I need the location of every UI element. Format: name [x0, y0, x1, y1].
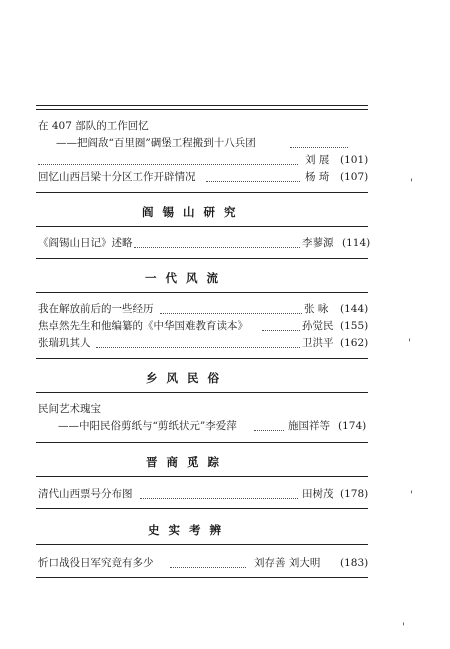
toc-entry-author: 张 咏 [304, 303, 329, 315]
dot-leader [254, 430, 284, 431]
dot-leader [140, 498, 298, 499]
dot-leader [206, 181, 300, 182]
divider [36, 476, 368, 477]
section-heading: 阎锡山研究 [142, 205, 245, 219]
dot-leader [170, 567, 246, 568]
divider [36, 192, 368, 193]
divider [36, 392, 368, 393]
toc-entry-page: (144) [340, 303, 369, 315]
toc-entry-page: (178) [340, 488, 369, 500]
dot-leader [134, 247, 300, 248]
toc-entry-title: 《阎锡山日记》述略 [38, 237, 133, 249]
toc-entry-author: 卫洪平 [302, 337, 334, 349]
toc-entry-subtitle: ——中阳民俗剪纸与“剪纸状元”李爱萍 [58, 420, 237, 432]
toc-entry-title: 忻口战役日军究竟有多少 [38, 557, 154, 569]
toc-entry-author: 李蓼源 [302, 237, 334, 249]
divider [36, 226, 368, 227]
toc-entry-title: 张瑞玑其人 [38, 337, 91, 349]
toc-entry-title: 民间艺术瑰宝 [38, 403, 101, 415]
divider [36, 442, 368, 443]
divider [36, 508, 368, 509]
toc-entry-title: 焦卓然先生和他编纂的《中华国难教育读本》 [38, 320, 248, 332]
toc-entry-page: (107) [340, 171, 369, 183]
scan-mark: ' [402, 622, 405, 633]
toc-entry-author: 施国祥等 [288, 420, 330, 432]
toc-entry-author: 刘 展 [305, 154, 330, 166]
toc-entry-author: 杨 琦 [305, 171, 330, 183]
toc-entry-title: 回忆山西吕梁十分区工作开辟情况 [38, 171, 196, 183]
toc-entry-author: 孙觉民 [302, 320, 334, 332]
toc-entry-page: (101) [340, 154, 369, 166]
section-heading: 一代风流 [145, 271, 227, 285]
toc-entry-page: (174) [338, 420, 367, 432]
section-heading: 史实考辨 [148, 523, 230, 537]
toc-entry-title: 我在解放前后的一些经历 [38, 303, 154, 315]
dot-leader [38, 164, 298, 165]
scan-mark: ' [410, 490, 413, 501]
divider [36, 258, 368, 259]
divider [36, 292, 368, 293]
toc-entry-page: (155) [340, 320, 369, 332]
toc-entry-title: 清代山西票号分布图 [38, 488, 133, 500]
section-heading: 晋商觅踪 [146, 455, 228, 469]
toc-entry-author: 田树茂 [302, 488, 334, 500]
divider [36, 105, 368, 106]
toc-entry-page: (162) [340, 337, 369, 349]
dot-leader [160, 313, 302, 314]
dot-leader [262, 330, 300, 331]
dot-leader [290, 147, 348, 148]
toc-entry-page: (183) [340, 557, 369, 569]
scan-mark: ' [410, 178, 413, 189]
dot-leader [96, 347, 300, 348]
scan-mark: ' [408, 338, 411, 349]
divider [36, 109, 368, 110]
section-heading: 乡风民俗 [146, 371, 228, 385]
divider [36, 544, 368, 545]
toc-entry-author: 刘存善 刘大明 [254, 557, 321, 569]
divider [36, 358, 368, 359]
divider [36, 577, 368, 578]
toc-entry-page: (114) [342, 237, 371, 249]
toc-entry-subtitle: ——把阎敌“百里圈”碉堡工程搬到十八兵团 [56, 137, 256, 149]
toc-entry-title: 在 407 部队的工作回忆 [38, 120, 149, 132]
